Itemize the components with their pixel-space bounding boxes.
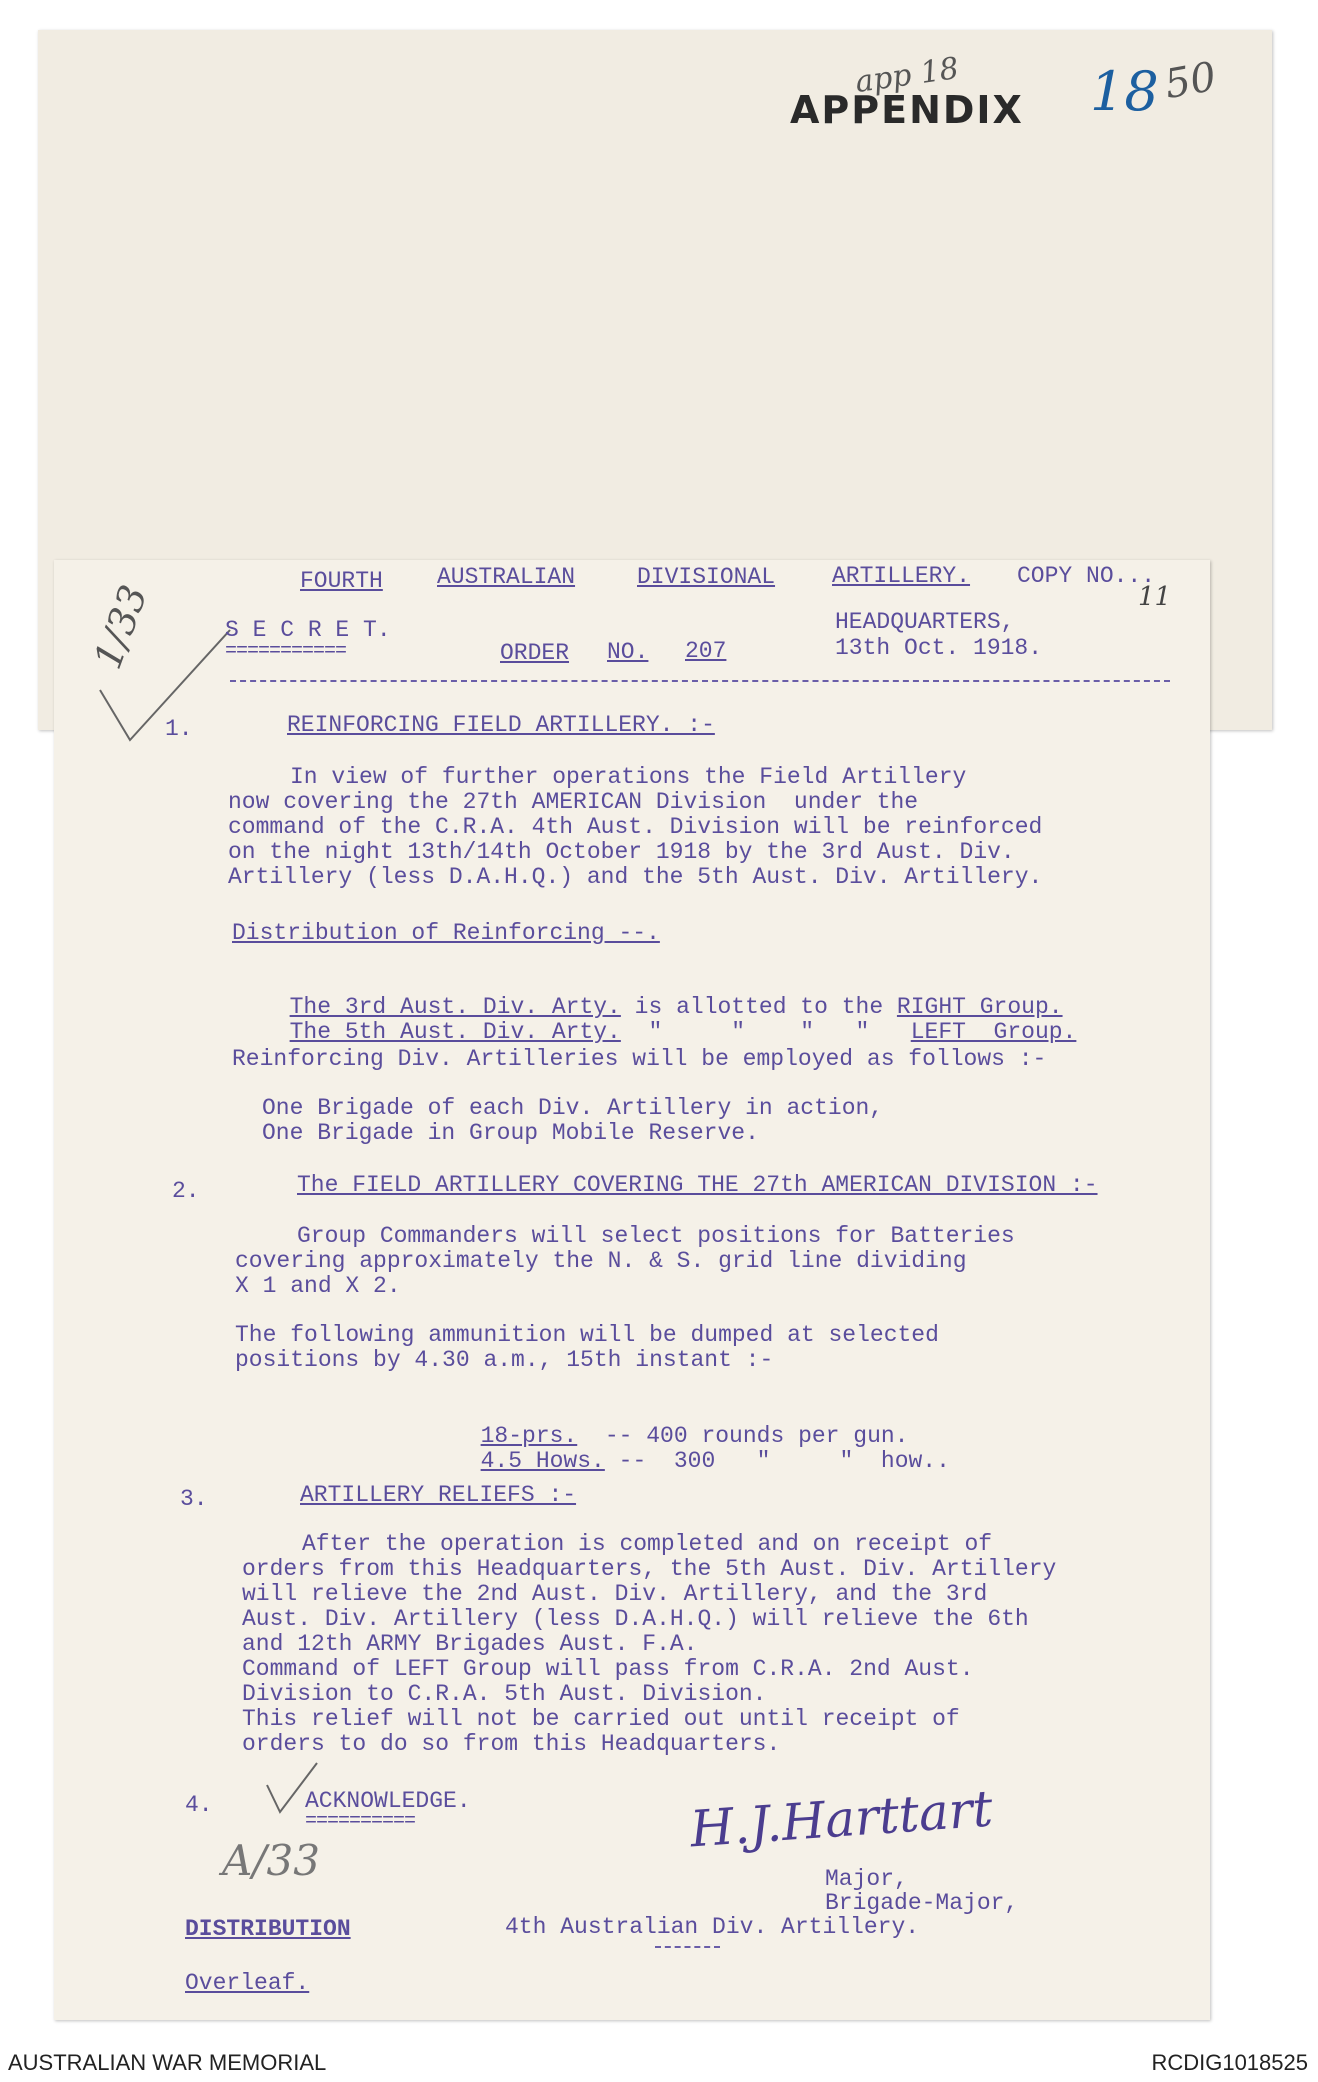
header-word-artillery: ARTILLERY.: [832, 563, 971, 589]
s2-ammo-line-1: The following ammunition will be dumped at selected: [235, 1322, 939, 1348]
pencil-annotation-top: app 18: [853, 50, 961, 101]
s1-line-5: Artillery (less D.A.H.Q.) and the 5th Aust. Div. Artillery.: [228, 864, 1043, 890]
ammo-18prs-label: 18-prs.: [480, 1423, 578, 1449]
s3-line-7: Division to C.R.A. 5th Aust. Division.: [242, 1681, 767, 1707]
secret-label: S E C R E T.: [225, 617, 391, 643]
s3-line-8: This relief will not be carried out until receipt of: [242, 1706, 960, 1732]
ditto-marks: " " " ": [620, 1019, 911, 1045]
allotted-text: is allotted to the: [620, 994, 897, 1020]
signature-rank: Major,: [825, 1866, 908, 1892]
section-3-title: ARTILLERY RELIEFS :-: [300, 1482, 577, 1508]
s1-line-2: now covering the 27th AMERICAN Division under the: [228, 789, 919, 815]
header-word-fourth: FOURTH: [300, 568, 383, 594]
fifth-div-arty: The 5th Aust. Div. Arty.: [289, 1019, 621, 1045]
copy-number-value: 11: [1138, 582, 1172, 612]
s2-ammo-line-2: positions by 4.30 a.m., 15th instant :-: [235, 1347, 774, 1373]
distribution-line-5th: [262, 993, 1076, 1045]
secret-double-rule: ===========: [225, 640, 347, 663]
header-divider: [230, 680, 1170, 682]
headquarters-label: HEADQUARTERS,: [835, 609, 1015, 635]
s3-line-1: After the operation is completed and on receipt of: [302, 1531, 993, 1557]
left-group: LEFT Group.: [910, 1019, 1077, 1045]
s1-reinforcing-line: Reinforcing Div. Artilleries will be employed as follows :-: [232, 1046, 1047, 1072]
s3-line-5: and 12th ARMY Brigades Aust. F.A.: [242, 1631, 698, 1657]
s3-line-2: orders from this Headquarters, the 5th Aust. Div. Artillery: [242, 1556, 1057, 1582]
pencil-ack-note: A/33: [222, 1836, 320, 1885]
ammo-45hows-row: [453, 1422, 950, 1474]
third-div-arty: The 3rd Aust. Div. Arty.: [289, 994, 621, 1020]
section-1-title: REINFORCING FIELD ARTILLERY. :-: [287, 712, 715, 738]
s1-brigade-action: One Brigade of each Div. Artillery in action,: [262, 1095, 884, 1121]
acknowledge-double-rule: ==========: [305, 1810, 416, 1833]
s1-line-4: on the night 13th/14th October 1918 by the 3rd Aust. Div.: [228, 839, 1015, 865]
s3-line-3: will relieve the 2nd Aust. Div. Artillery, and the 3rd: [242, 1581, 988, 1607]
order-no-label: NO.: [607, 639, 649, 665]
header-word-divisional: DIVISIONAL: [637, 564, 776, 590]
section-2-number: 2.: [172, 1178, 200, 1204]
ammo-45hows-label: 4.5 Hows.: [480, 1448, 605, 1474]
order-number: 207: [685, 638, 727, 664]
overleaf-label: Overleaf.: [185, 1970, 310, 1996]
s1-line-3: command of the C.R.A. 4th Aust. Division will be reinforced: [228, 814, 1043, 840]
distribution-label: DISTRIBUTION: [185, 1916, 351, 1942]
s2-line-2: covering approximately the N. & S. grid line dividing: [235, 1248, 967, 1274]
acknowledge-label: ACKNOWLEDGE.: [305, 1788, 471, 1814]
pencil-fraction: 50: [1161, 53, 1220, 109]
s2-line-1: Group Commanders will select positions for Batteries: [297, 1223, 1015, 1249]
footer-source: AUSTRALIAN WAR MEMORIAL: [8, 2050, 327, 2075]
section-4-number: 4.: [185, 1792, 213, 1818]
distribution-of-reinforcing-heading: Distribution of Reinforcing --.: [232, 920, 660, 946]
section-2-title: The FIELD ARTILLERY COVERING THE 27th AMERICAN DIVISION :-: [297, 1172, 1098, 1198]
ammo-18prs-amount: -- 400 rounds per gun.: [577, 1423, 909, 1449]
signature-scrawl: H.J.Harttart: [688, 1779, 995, 1859]
right-group: RIGHT Group.: [896, 994, 1063, 1020]
s1-brigade-reserve: One Brigade in Group Mobile Reserve.: [262, 1120, 759, 1146]
blue-folio-number: 18: [1090, 60, 1159, 123]
footer-record-id: RCDIG1018525: [1151, 2050, 1308, 2075]
section-3-number: 3.: [180, 1486, 208, 1512]
section-1-number: 1.: [165, 716, 193, 742]
s3-line-6: Command of LEFT Group will pass from C.R.A. 2nd Aust.: [242, 1656, 974, 1682]
order-date: 13th Oct. 1918.: [835, 635, 1043, 661]
signature-unit: 4th Australian Div. Artillery.: [505, 1914, 920, 1940]
pencil-margin-note: 1/33: [85, 579, 156, 675]
order-label: ORDER: [500, 640, 570, 666]
ammo-45hows-amount: -- 300 " " how..: [604, 1448, 950, 1474]
header-word-australian: AUSTRALIAN: [437, 564, 576, 590]
signature-title: Brigade-Major,: [825, 1890, 1019, 1916]
appendix-stamp: APPENDIX: [790, 88, 1024, 132]
s1-line-1: In view of further operations the Field Artillery: [290, 764, 967, 790]
copy-number-label: COPY NO...: [1017, 563, 1156, 589]
s3-line-9: orders to do so from this Headquarters.: [242, 1731, 781, 1757]
signature-dash-rule: [655, 1946, 720, 1948]
s3-line-4: Aust. Div. Artillery (less D.A.H.Q.) will relieve the 6th: [242, 1606, 1029, 1632]
s2-line-3: X 1 and X 2.: [235, 1273, 401, 1299]
